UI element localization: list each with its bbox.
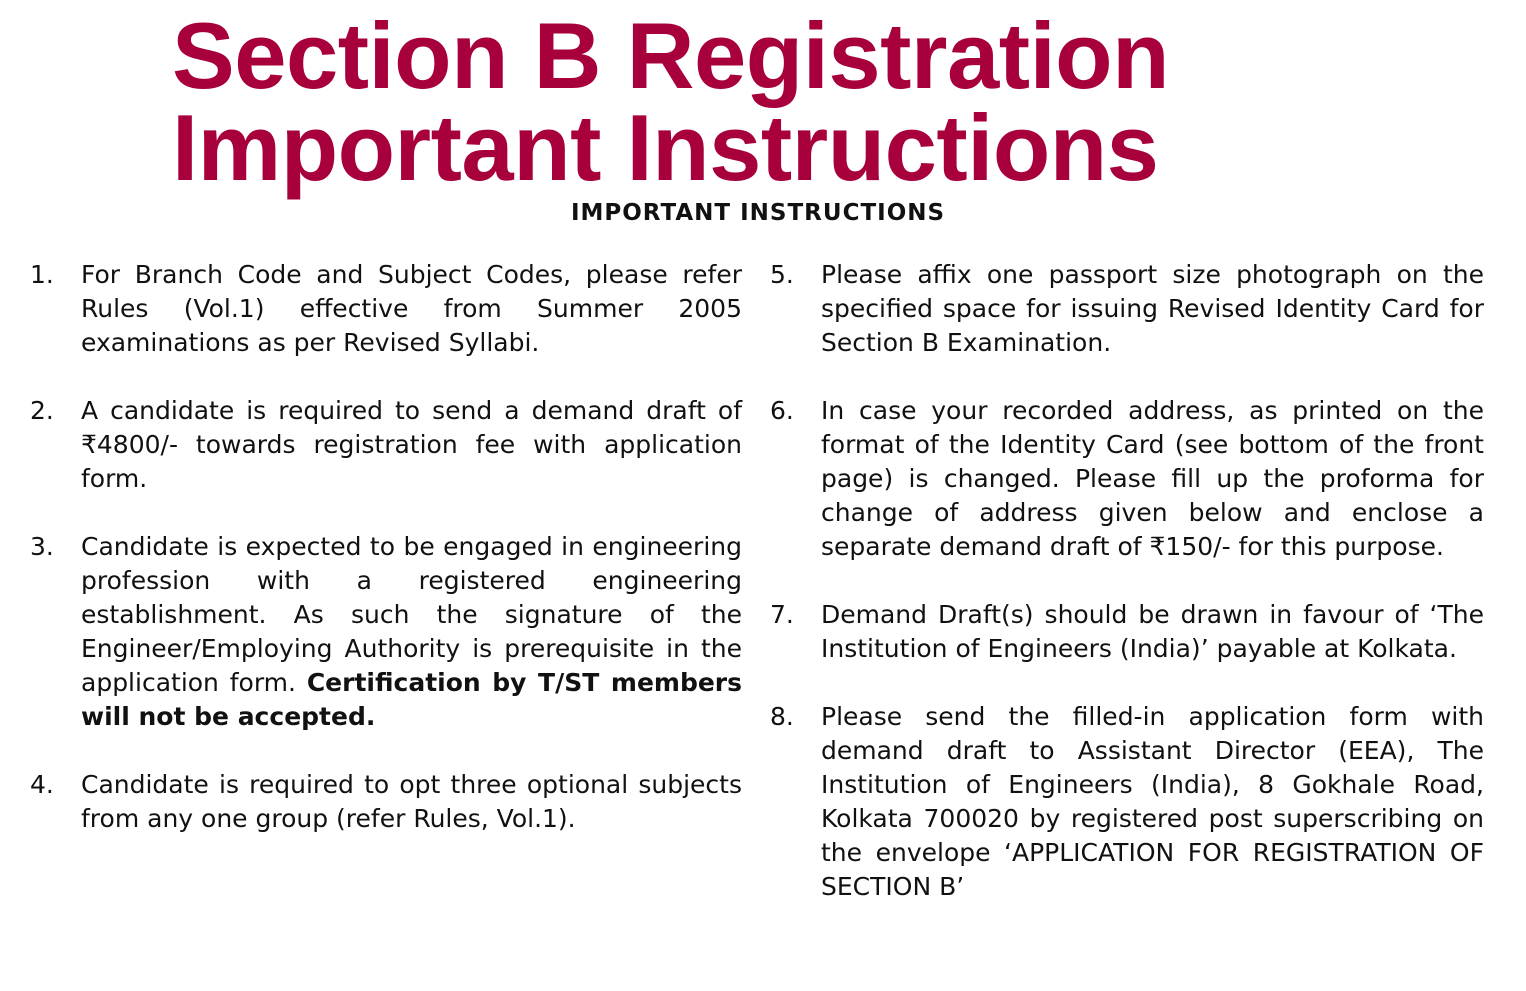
instruction-text-body: Candidate is expected to be engaged in engineering profession with a registered engineering establishment. As such the signature of the Engineer/Employing Authority is prerequisite in the application form.: [81, 532, 742, 697]
instruction-text: Please affix one passport size photograph on the specified space for issuing Revised Identity Card for Section B Examination.: [821, 260, 1484, 357]
instruction-text: [81, 530, 742, 734]
instruction-number: 7.: [770, 600, 794, 629]
instruction-number: 6.: [770, 396, 794, 425]
instruction-number: 1.: [30, 260, 54, 289]
instruction-item-5: [770, 258, 1484, 360]
instructions-column-right: [770, 258, 1484, 938]
instructions-column-left: [30, 258, 742, 870]
page-title: [172, 3, 1170, 200]
instruction-number: 8.: [770, 702, 794, 731]
page-title-line-1: Section B Registration: [172, 3, 1170, 108]
instruction-text: Please send the filled-in application form with demand draft to Assistant Director (EEA), The Institution of Engineers (India), 8 Gokhale Road, Kolkata 700020 by registered post superscribing on the envelope ‘APPLICATION FOR REGISTRATION OF SECTION B’: [821, 702, 1484, 901]
instruction-number: 5.: [770, 260, 794, 289]
instructions-heading: IMPORTANT INSTRUCTIONS: [570, 200, 946, 226]
instruction-item-3: [30, 530, 742, 734]
instruction-number: 3.: [30, 532, 54, 561]
page-title-line-2: Important Instructions: [172, 95, 1159, 200]
instruction-item-8: [770, 700, 1484, 904]
instruction-text: For Branch Code and Subject Codes, please refer Rules (Vol.1) effective from Summer 2005 examinations as per Revised Syllabi.: [81, 260, 742, 357]
instruction-text: Demand Draft(s) should be drawn in favour of ‘The Institution of Engineers (India)’ payable at Kolkata.: [821, 600, 1484, 663]
instruction-bold-note: Certification by T/ST members will not be accepted.: [81, 668, 743, 731]
instruction-number: 4.: [30, 770, 54, 799]
instruction-text: A candidate is required to send a demand draft of ₹4800/- towards registration fee with application form.: [81, 396, 742, 493]
instruction-item-6: [770, 394, 1484, 564]
instruction-text: In case your recorded address, as printed on the format of the Identity Card (see bottom of the front page) is changed. Please fill up the proforma for change of address given below and enclose a separate demand draft of ₹150/- for this purpose.: [821, 396, 1484, 561]
instruction-number: 2.: [30, 396, 54, 425]
instruction-item-1: [30, 258, 742, 360]
instruction-item-4: [30, 768, 742, 836]
instruction-item-2: [30, 394, 742, 496]
instruction-item-7: [770, 598, 1484, 666]
instruction-text: Candidate is required to opt three optional subjects from any one group (refer Rules, Vol.1).: [81, 770, 742, 833]
